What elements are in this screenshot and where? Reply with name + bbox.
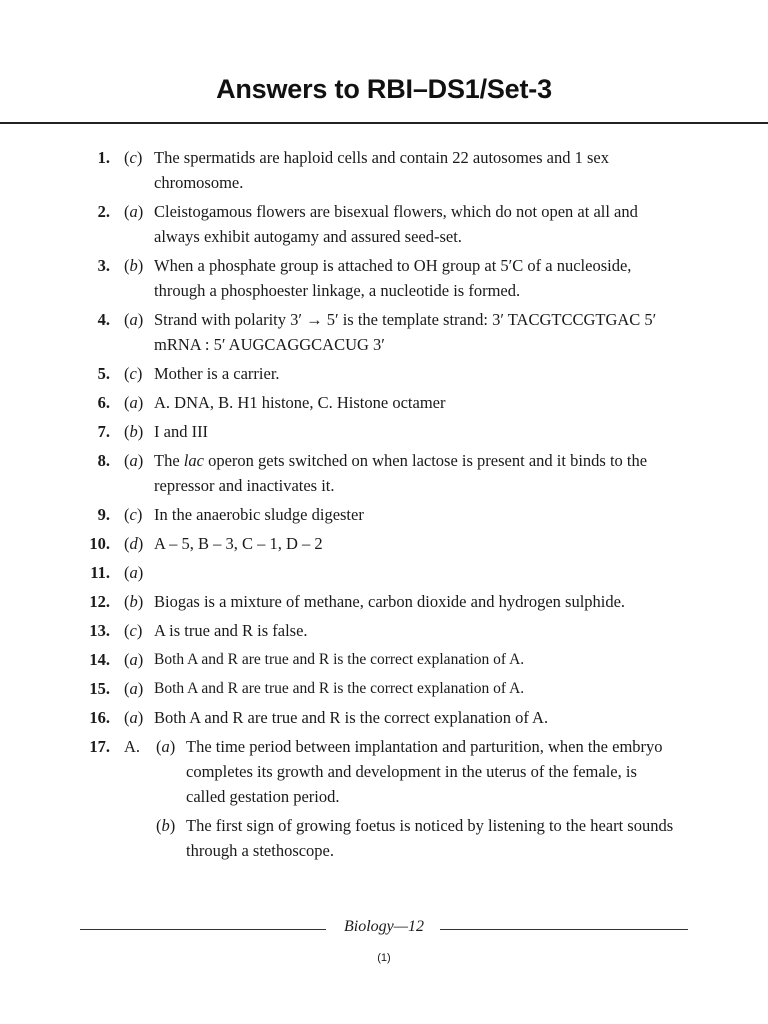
answer-line: repressor and inactivates it. [154, 476, 335, 495]
answer-line: A is true and R is false. [154, 621, 308, 640]
answer-line: mRNA : 5′ AUGCAGGCACUG 3′ [154, 335, 385, 354]
sub-answer-line: called gestation period. [186, 787, 340, 806]
answer-line: The spermatids are haploid cells and contain 22 autosomes and 1 sex [154, 148, 609, 167]
sub-answer-option: (b) [156, 816, 176, 835]
sub-answer-option: (a) [156, 737, 176, 756]
sub-answer-text [186, 734, 690, 809]
answer-text [154, 390, 690, 415]
answer-item [0, 448, 768, 498]
answer-option: (a) [124, 650, 144, 669]
answer-line: When a phosphate group is attached to OH group at 5′C of a nucleoside, [154, 256, 632, 275]
answer-line: through a phosphoester linkage, a nucleotide is formed. [154, 281, 521, 300]
answer-line: always exhibit autogamy and assured seed-set. [154, 227, 462, 246]
answer-text [154, 676, 690, 701]
answer-option: (d) [124, 534, 144, 553]
answer-part-label: A. [124, 737, 141, 756]
answer-text [154, 589, 690, 614]
sub-answer-line: through a stethoscope. [186, 841, 335, 860]
answer-item [0, 307, 768, 357]
answer-option: (a) [124, 310, 144, 329]
answer-option: (b) [124, 592, 144, 611]
answer-item [0, 419, 768, 444]
answer-line: Both A and R are true and R is the correct explanation of A. [154, 651, 525, 668]
answer-option: (a) [124, 563, 144, 582]
answer-number: 7. [97, 422, 110, 441]
answer-line: Biogas is a mixture of methane, carbon dioxide and hydrogen sulphide. [154, 592, 626, 611]
sub-answer-item [0, 813, 768, 863]
answer-line: In the anaerobic sludge digester [154, 505, 364, 524]
answer-number: 1. [97, 148, 110, 167]
answer-line: Both A and R are true and R is the correct explanation of A. [154, 680, 525, 697]
answer-text [154, 199, 690, 249]
answer-item [0, 145, 768, 195]
answer-number: 17. [89, 737, 110, 756]
answer-number: 13. [89, 621, 110, 640]
answer-number: 3. [97, 256, 110, 275]
answer-item-17 [0, 734, 768, 809]
answer-line: A – 5, B – 3, C – 1, D – 2 [154, 534, 323, 553]
answer-line: Cleistogamous flowers are bisexual flowers, which do not open at all and [154, 202, 638, 221]
sub-answer-line: The first sign of growing foetus is noticed by listening to the heart sounds [186, 816, 674, 835]
answer-text [154, 560, 690, 585]
answer-option: (a) [124, 393, 144, 412]
answer-line: A. DNA, B. H1 histone, C. Histone octamer [154, 393, 446, 412]
answer-item [0, 390, 768, 415]
sub-answer [0, 734, 768, 809]
answer-number: 14. [89, 650, 110, 669]
answer-item [0, 199, 768, 249]
answer-option: (c) [124, 621, 143, 640]
sub-answer-text [186, 813, 690, 863]
answer-text [154, 307, 690, 357]
answer-item [0, 253, 768, 303]
answer-option: (a) [124, 451, 144, 470]
answer-number: 10. [89, 534, 110, 553]
footer-rule-right [440, 929, 688, 930]
answer-line: Mother is a carrier. [154, 364, 280, 383]
page-title: Answers to RBI–DS1/Set-3 [216, 74, 552, 104]
answer-item [0, 705, 768, 730]
answer-option: (b) [124, 422, 144, 441]
answer-text [154, 502, 690, 527]
answer-option: (a) [124, 679, 144, 698]
answer-text [154, 705, 690, 730]
answer-line: chromosome. [154, 173, 244, 192]
answer-line: Strand with polarity 3′ → 5′ is the template strand: 3′ TACGTCCGTGAC 5′ [154, 310, 657, 329]
answer-item [0, 589, 768, 614]
answer-item [0, 647, 768, 672]
answer-text [154, 531, 690, 556]
answer-line [154, 560, 690, 585]
answer-number: 16. [89, 708, 110, 727]
answer-number: 9. [97, 505, 110, 524]
title-divider [0, 122, 768, 124]
page-number: (1) [377, 952, 391, 964]
answer-number: 15. [89, 679, 110, 698]
answer-text [154, 647, 690, 672]
answer-item [0, 531, 768, 556]
answer-number: 11. [90, 563, 110, 582]
answer-number: 2. [97, 202, 110, 221]
answer-line: The lac operon gets switched on when lactose is present and it binds to the [154, 451, 648, 470]
answer-list [0, 145, 768, 867]
answer-line: I and III [154, 422, 209, 441]
answer-text [154, 448, 690, 498]
answer-item [0, 502, 768, 527]
answer-text [154, 253, 690, 303]
answer-text [154, 361, 690, 386]
answer-option: (c) [124, 505, 143, 524]
answer-option: (a) [124, 202, 144, 221]
answer-text [154, 618, 690, 643]
sub-answer [0, 813, 768, 863]
answer-number: 4. [97, 310, 110, 329]
answer-item [0, 560, 768, 585]
answer-option: (b) [124, 256, 144, 275]
footer [80, 918, 688, 940]
footer-label: Biology—12 [344, 918, 424, 935]
sub-answer-line: completes its growth and development in the uterus of the female, is [186, 762, 637, 781]
answer-number: 5. [97, 364, 110, 383]
answer-option: (c) [124, 148, 143, 167]
answer-number: 12. [89, 592, 110, 611]
answer-item [0, 361, 768, 386]
answer-option: (a) [124, 708, 144, 727]
answer-number: 8. [97, 451, 110, 470]
answer-text [154, 145, 690, 195]
answer-number: 6. [97, 393, 110, 412]
answer-item [0, 618, 768, 643]
answer-line: Both A and R are true and R is the correct explanation of A. [154, 708, 549, 727]
sub-answer-line: The time period between implantation and parturition, when the embryo [186, 737, 663, 756]
answer-text [154, 419, 690, 444]
answer-item [0, 676, 768, 701]
answer-option: (c) [124, 364, 143, 383]
